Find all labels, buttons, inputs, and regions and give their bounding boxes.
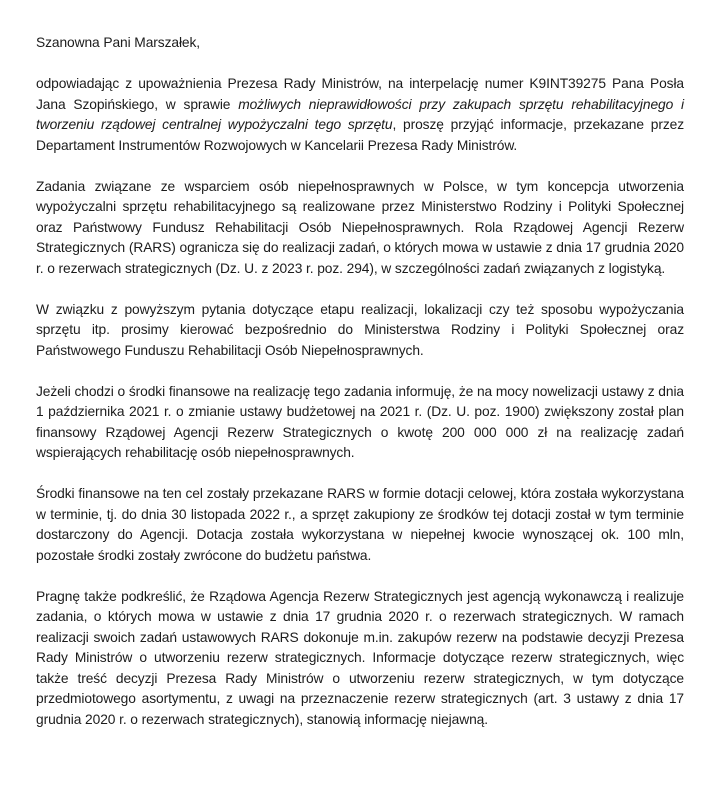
letter-greeting: Szanowna Pani Marszałek, xyxy=(36,35,201,50)
paragraph-1-text: odpowiadając z upoważnienia Prezesa Rady Ministrów, na interpelację numer K9INT39275 Pana Posła Jana Szopińskiego, w sprawie xyxy=(36,76,684,112)
letter-paragraph-2: Zadania związane ze wsparciem osób niepełnosprawnych w Polsce, w tym koncepcja utworzenia wypożyczalni sprzętu rehabilitacyjnego są realizowane przez Ministerstwo Rodziny i Polityki Społecznej oraz Państwowy Fundusz Rehabilitacji Osób Niepełnosprawnych. Rola Rządowej Agencji Rezerw Strategicznych (RARS) ogranicza się do realizacji zadań, o których mowa w ustawie z dnia 17 grudnia 2020 r. o rezerwach strategicznych (Dz. U. z 2023 r. poz. 294), w szczególności zadań związanych z logistyką. xyxy=(36,178,684,276)
paragraph-1-text-continued: , proszę przyjąć informacje, przekazane przez Departament Instrumentów Rozwojowych w Kancelarii Prezesa Rady Ministrów. xyxy=(36,117,684,153)
letter-paragraph-6: Pragnę także podkreślić, że Rządowa Agencja Rezerw Strategicznych jest agencją wykonawczą i realizuje zadania, o których mowa w ustawie z dnia 17 grudnia 2020 r. o rezerwach strategicznych. W ramach realizacji swoich zadań ustawowych RARS dokonuje m.in. zakupów rezerw na podstawie decyzji Prezesa Rady Ministrów o utworzeniu rezerw strategicznych. Informacje dotyczące rezerw strategicznych, więc także treść decyzji Prezesa Rady Ministrów o utworzeniu rezerw strategicznych, w tym dotyczące przedmiotowego asortymentu, z uwagi na przeznaczenie rezerw strategicznych (art. 3 ustawy z dnia 17 grudnia 2020 r. o rezerwach strategicznych), stanowią informację niejawną. xyxy=(36,588,684,727)
paragraph-1-italic-subject: możliwych nieprawidłowości przy zakupach sprzętu rehabilitacyjnego i tworzeniu rządowej centralnej wypożyczalni tego sprzętu xyxy=(36,96,684,132)
letter-paragraph-5: Środki finansowe na ten cel zostały przekazane RARS w formie dotacji celowej, która została wykorzystana w terminie, tj. do dnia 30 listopada 2022 r., a sprzęt zakupiony ze środków tej dotacji został w tym terminie dostarczony do Agencji. Dotacja została wykorzystana w niepełnej kwocie wynoszącej ok. 100 mln, pozostałe środki zostały zwrócone do budżetu państwa. xyxy=(36,486,684,563)
letter-paragraph-3: W związku z powyższym pytania dotyczące etapu realizacji, lokalizacji czy też sposobu wypożyczania sprzętu itp. prosimy kierować bezpośrednio do Ministerstwa Rodziny i Polityki Społecznej oraz Państwowego Funduszu Rehabilitacji Osób Niepełnosprawnych. xyxy=(36,301,684,358)
letter-paragraph-4: Jeżeli chodzi o środki finansowe na realizację tego zadania informuję, że na mocy nowelizacji ustawy z dnia 1 października 2021 r. o zmianie ustawy budżetowej na 2021 r. (Dz. U. poz. 1900) zwiększony został plan finansowy Rządowej Agencji Rezerw Strategicznych o kwotę 200 000 000 zł na realizację zadań wspierających rehabilitację osób niepełnosprawnych. xyxy=(36,383,684,460)
letter-paragraph-1 xyxy=(36,74,684,156)
